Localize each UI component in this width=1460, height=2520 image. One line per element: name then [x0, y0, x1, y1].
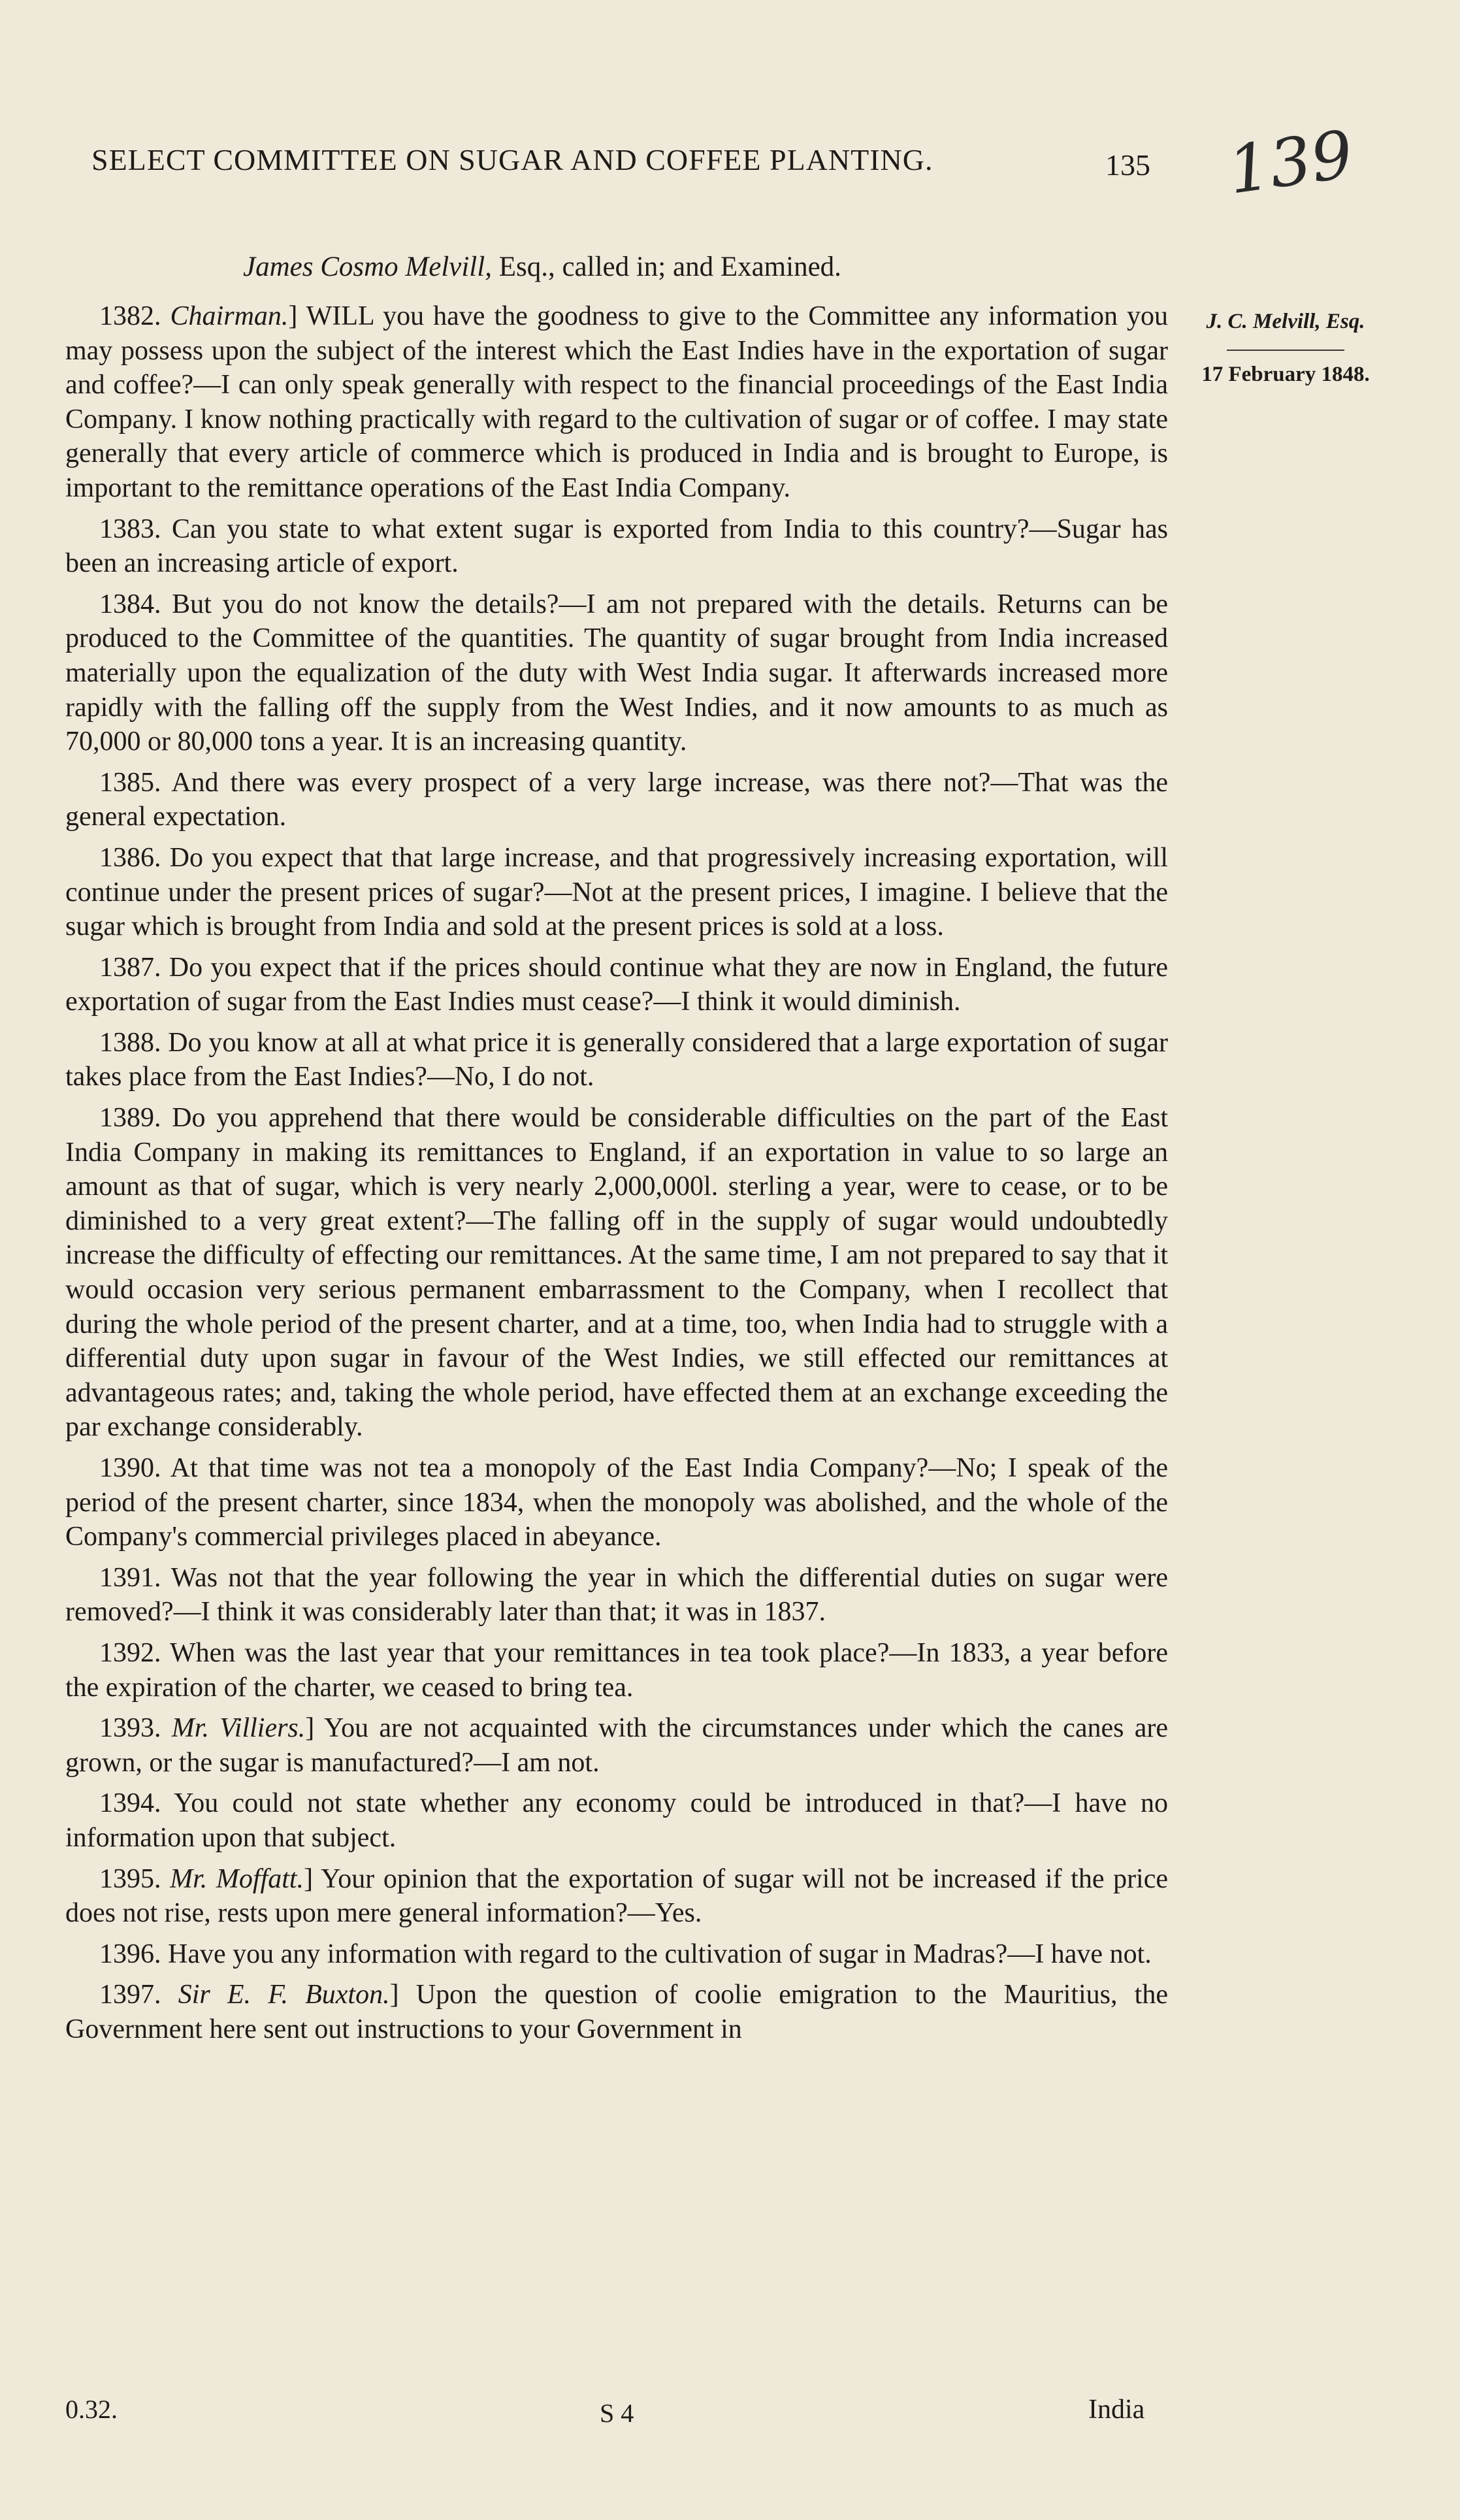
question-number: 1394. — [99, 1788, 161, 1819]
question-number: 1385. — [99, 767, 161, 798]
question-number: 1388. — [99, 1027, 161, 1058]
question-text: Upon the question of coolie emigration to the Mauritius, the Government here sent out instructions to your Government in — [65, 1980, 1168, 2044]
question-number: 1390. — [99, 1453, 161, 1483]
question-paragraph — [65, 1451, 1168, 1554]
question-number: 1387. — [99, 952, 161, 983]
question-number: 1395. — [99, 1863, 161, 1894]
question-paragraph — [65, 1786, 1168, 1855]
witness-intro — [243, 251, 841, 283]
footer-reference: 0.32. — [65, 2395, 118, 2424]
question-number: 1397. — [99, 1980, 161, 2010]
question-text: Was not that the year following the year in which the differential duties on sugar were removed?—I think it was considerably later than that; it was in 1837. — [65, 1562, 1168, 1628]
margin-rule — [1227, 350, 1344, 351]
speaker-name: Sir E. F. Buxton. — [178, 1980, 390, 2010]
question-number: 1392. — [99, 1637, 161, 1668]
question-paragraph — [65, 512, 1168, 581]
question-number: 1383. — [99, 514, 161, 544]
question-text: Do you know at all at what price it is generally considered that a large exportation of sugar takes place from the East Indies?—No, I do not. — [65, 1027, 1169, 1092]
witness-intro-rest: Esq., called in; and Examined. — [491, 252, 841, 282]
question-text: You are not acquainted with the circumstances under which the canes are grown, or the sugar is manufactured?—I am not. — [65, 1713, 1168, 1778]
question-paragraph — [65, 1636, 1168, 1705]
question-text: At that time was not tea a monopoly of the East India Company?—No; I speak of the period of the present charter, since 1834, when the monopoly was abolished, and the whole of the Company's commercial privileges placed in abeyance. — [65, 1453, 1168, 1552]
question-number: 1391. — [99, 1562, 161, 1593]
question-number: 1393. — [99, 1713, 161, 1744]
speaker-name: Mr. Moffatt. — [170, 1863, 304, 1894]
question-paragraph: 1397. Sir E. F. Buxton.] Upon the question of coolie emigration to the Mauritius, the Government here sent out instructions to your Government in — [65, 1980, 1168, 2044]
margin-witness: J. C. Melvill, Esq. — [1206, 310, 1365, 333]
question-text: Do you expect that if the prices should continue what they are now in England, the future exportation of sugar from the East Indies must cease?—I think it would diminish. — [65, 952, 1168, 1017]
question-paragraph — [65, 841, 1168, 944]
question-paragraph — [65, 1026, 1168, 1094]
question-paragraph: 1395. Mr. Moffatt.] Your opinion that the exportation of sugar will not be increased if the price does not rise, rests upon mere general information?—Yes. — [65, 1863, 1169, 1929]
examination-body — [65, 299, 1168, 2054]
question-paragraph — [65, 1937, 1168, 1972]
question-paragraph — [65, 951, 1168, 1019]
question-text: Have you any information with regard to the cultivation of sugar in Madras?—I have not. — [168, 1939, 1152, 1969]
catchword: India — [1088, 2395, 1145, 2425]
question-number: 1386. — [99, 842, 161, 873]
running-header: SELECT COMMITTEE ON SUGAR AND COFFEE PLANTING. — [91, 143, 933, 176]
question-text: Can you state to what extent sugar is exported from India to this country?—Sugar has been an increasing article of export. — [65, 514, 1169, 579]
question-text: When was the last year that your remittances in tea took place?—In 1833, a year before the expiration of the charter, we ceased to bring tea. — [65, 1637, 1168, 1703]
question-number: 1382. — [99, 301, 161, 331]
question-number: 1389. — [99, 1103, 161, 1134]
question-paragraph: 1393. Mr. Villiers.] You are not acquainted with the circumstances under which the canes are grown, or the sugar is manufactured?—I am not. — [65, 1713, 1168, 1778]
question-text: Do you apprehend that there would be considerable difficulties on the part of the East India Company in making its remittances to England, if an exportation in value to so large an amount as that of sugar, which is very nearly 2,000,000l. sterling a year, were to cease, or to be diminished to a very great extent?—The falling off in the supply of sugar would undoubtedly increase the difficulty of effecting our remittances. At the same time, I am not prepared to say that it would occasion very serious permanent embarrassment to the Company, when I recollect that during the whole period of the present charter, and at a time, too, when India had to struggle with a differential duty upon sugar in favour of the West Indies, we still effected our remittances at advantageous rates; and, taking the whole period, have effected them at an exchange exceeding the par exchange considerably. — [65, 1103, 1168, 1443]
speaker-name: Chairman. — [170, 301, 289, 331]
question-text: Do you expect that that large increase, and that progressively increasing exportation, will continue under the present prices of sugar?—Not at the present prices, I imagine. I believe that the sugar which is brought from India and sold at the present prices is sold at a loss. — [65, 842, 1168, 942]
question-text: But you do not know the details?—I am not prepared with the details. Returns can be produced to the Committee of the quantities. The quantity of sugar brought from India increased materially upon the equalization of the duty with West India sugar. It afterwards increased more rapidly with the falling off the supply from the West Indies, and it now amounts to as much as 70,000 or 80,000 tons a year. It is an increasing quantity. — [65, 589, 1169, 757]
question-paragraph: 1382. Chairman.] WILL you have the goodness to give to the Committee any information you may possess upon the subject of the interest which the East Indies have in the exportation of sugar and coffee?—I can only speak generally with respect to the financial proceedings of the East India Company. I know nothing practically with regard to the cultivation of sugar or of coffee. I may state generally that every article of commerce which is produced in India and is brought to Europe, is important to the remittance operations of the East India Company. — [65, 301, 1169, 503]
margin-note — [1181, 310, 1390, 387]
question-paragraph — [65, 766, 1168, 834]
question-text: WILL you have the goodness to give to the Committee any information you may possess upon the subject of the interest which the East Indies have in the exportation of sugar and coffee?—I can only speak generally with respect to the financial proceedings of the East India Company. I know nothing practically with regard to the cultivation of sugar or of coffee. I may state generally that every article of commerce which is produced in India and is brought to Europe, is important to the remittance operations of the East India Company. — [65, 301, 1169, 503]
question-text: And there was every prospect of a very large increase, was there not?—That was the general expectation. — [65, 767, 1168, 832]
question-paragraph — [65, 1101, 1168, 1445]
witness-name: James Cosmo Melvill, — [243, 252, 492, 282]
question-number: 1396. — [99, 1939, 161, 1969]
handwritten-folio-number: 139 — [1223, 116, 1358, 209]
question-text: You could not state whether any economy could be introduced in that?—I have no information upon that subject. — [65, 1788, 1168, 1853]
speaker-name: Mr. Villiers. — [171, 1713, 306, 1744]
question-text: Your opinion that the exportation of sugar will not be increased if the price does not rise, rests upon mere general information?—Yes. — [65, 1863, 1169, 1929]
margin-date: 17 February 1848. — [1201, 363, 1370, 386]
question-number: 1384. — [99, 589, 161, 619]
signature-mark: S 4 — [600, 2398, 634, 2428]
question-paragraph — [65, 1561, 1168, 1629]
question-paragraph — [65, 587, 1168, 759]
page-number: 135 — [1105, 148, 1150, 182]
